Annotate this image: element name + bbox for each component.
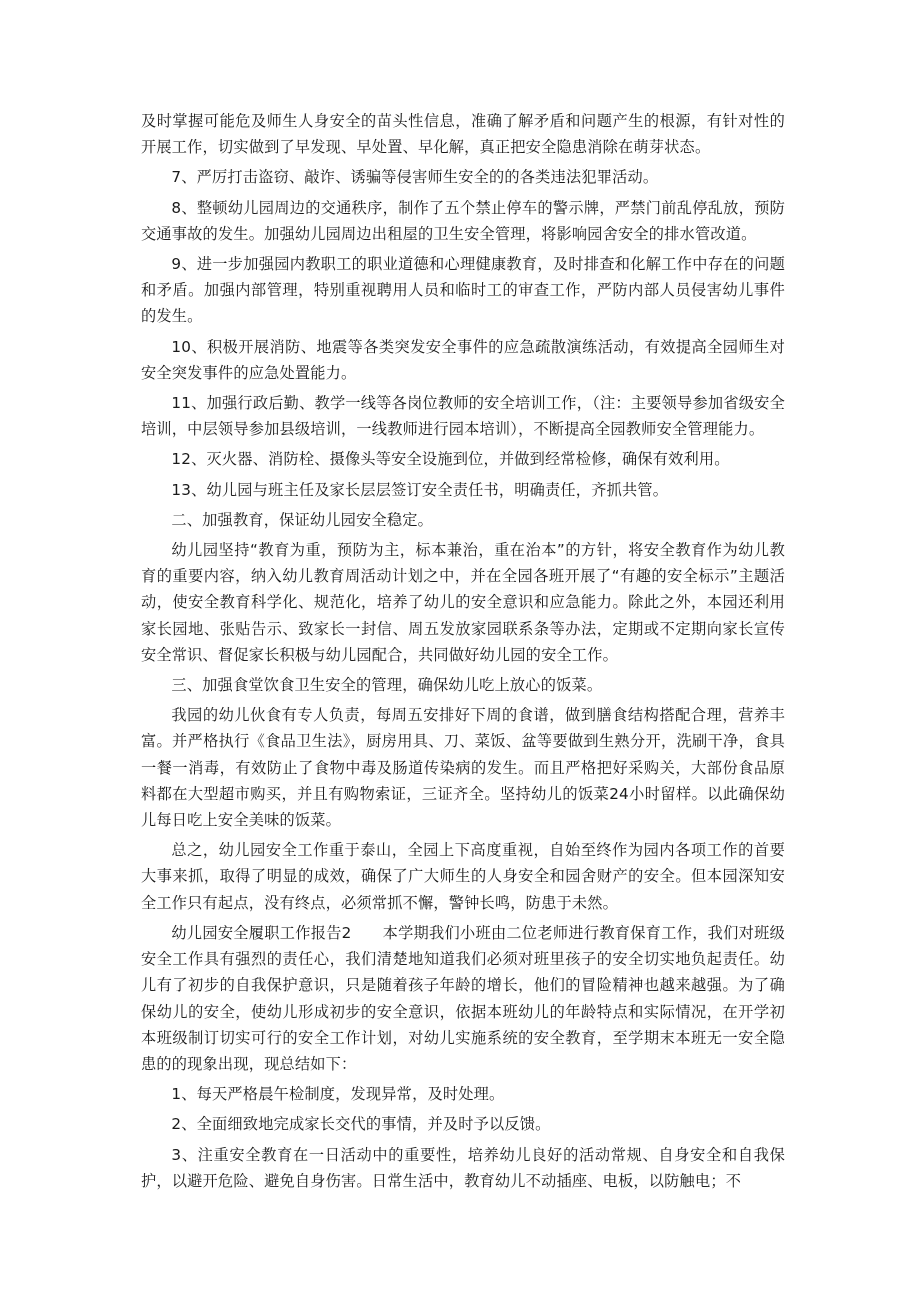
section-heading-2: 二、加强教育，保证幼儿园安全稳定。	[171, 510, 433, 529]
paragraph-list-2: 2、全面细致地完成家长交代的事情，并及时予以反馈。	[171, 1115, 551, 1134]
paragraph-item-13: 13、幼儿园与班主任及家长层层签订安全责任书，明确责任，齐抓共管。	[171, 480, 669, 499]
paragraph-item-8: 8、整顿幼儿园周边的交通秩序，制作了五个禁止停车的警示牌，严禁门前乱停乱放，预防交通事故的发生。加强幼儿园周边出租屋的卫生安全管理，将影响园舍安全的排水管改道。	[141, 198, 785, 243]
paragraph-item-9: 9、进一步加强园内教职工的职业道德和心理健康教育，及时排查和化解工作中存在的问题和矛盾。加强内部管理，特别重视聘用人员和临时工的审查工作，严防内部人员侵害幼儿事件的发生。	[141, 255, 785, 326]
paragraph-canteen: 我园的幼儿伙食有专人负责，每周五安排好下周的食谱，做到膳食结构搭配合理，营养丰富。并严格执行《食品卫生法》，厨房用具、刀、菜饭、盆等要做到生熟分开，洗刷干净，食具一餐一消毒，有效防止了食物中毒及肠道传染病的发生。而且严格把好采购关，大部份食品原料都在大型超市购买，并且有购物索证，三证齐全。坚持幼儿的饭菜24小时留样。以此确保幼儿每日吃上安全美味的饭菜。	[141, 706, 785, 830]
document-page	[141, 108, 785, 1194]
paragraph-item-12: 12、灭火器、消防栓、摄像头等安全设施到位，并做到经常检修，确保有效利用。	[171, 450, 730, 469]
section-heading-3: 三、加强食堂饮食卫生安全的管理，确保幼儿吃上放心的饭菜。	[171, 676, 603, 695]
paragraph-item-7: 7、严厉打击盗窃、敲诈、诱骗等侵害师生安全的的各类违法犯罪活动。	[171, 168, 659, 187]
paragraph-continued: 及时掌握可能危及师生人身安全的苗头性信息，准确了解矛盾和问题产生的根源，有针对性的开展工作，切实做到了早发现、早处置、早化解，真正把安全隐患消除在萌芽状态。	[141, 112, 785, 157]
paragraph-report-2: 幼儿园安全履职工作报告2 本学期我们小班由二位老师进行教育保育工作，我们对班级安全工作具有强烈的责任心，我们清楚地知道我们必须对班里孩子的安全切实地负起责任。幼儿有了初步的自我保护意识，只是随着孩子年龄的增长，他们的冒险精神也越来越强。为了确保幼儿的安全，使幼儿形成初步的安全意识，依据本班幼儿的年龄特点和实际情况，在开学初本班级制订切实可行的安全工作计划，对幼儿实施系统的安全教育，至学期末本班无一安全隐患的的现象出现，现总结如下：	[141, 923, 785, 1073]
paragraph-list-3: 3、注重安全教育在一日活动中的重要性，培养幼儿良好的活动常规、自身安全和自我保护，以避开危险、避免自身伤害。日常生活中，教育幼儿不动插座、电板，以防触电；不	[141, 1145, 785, 1190]
paragraph-item-11: 11、加强行政后勤、教学一线等各岗位教师的安全培训工作，（注：主要领导参加省级安全培训，中层领导参加县级培训，一线教师进行园本培训），不断提高全园教师安全管理能力。	[141, 394, 785, 439]
paragraph-summary: 总之，幼儿园安全工作重于泰山，全园上下高度重视，自始至终作为园内各项工作的首要大事来抓，取得了明显的成效，确保了广大师生的人身安全和园舍财产的安全。但本园深知安全工作只有起点，没有终点，必须常抓不懈，警钟长鸣，防患于未然。	[141, 841, 785, 912]
paragraph-item-10: 10、积极开展消防、地震等各类突发安全事件的应急疏散演练活动，有效提高全园师生对安全突发事件的应急处置能力。	[141, 337, 785, 382]
paragraph-list-1: 1、每天严格晨午检制度，发现异常，及时处理。	[171, 1085, 505, 1104]
paragraph-education: 幼儿园坚持“教育为重，预防为主，标本兼治，重在治本”的方针，将安全教育作为幼儿教育的重要内容，纳入幼儿教育周活动计划之中，并在全园各班开展了“有趣的安全标示”主题活动，使安全教育科学化、规范化，培养了幼儿的安全意识和应急能力。除此之外，本园还利用家长园地、张贴告示、致家长一封信、周五发放家园联系条等办法，定期或不定期向家长宣传安全常识、督促家长积极与幼儿园配合，共同做好幼儿园的安全工作。	[141, 541, 785, 664]
